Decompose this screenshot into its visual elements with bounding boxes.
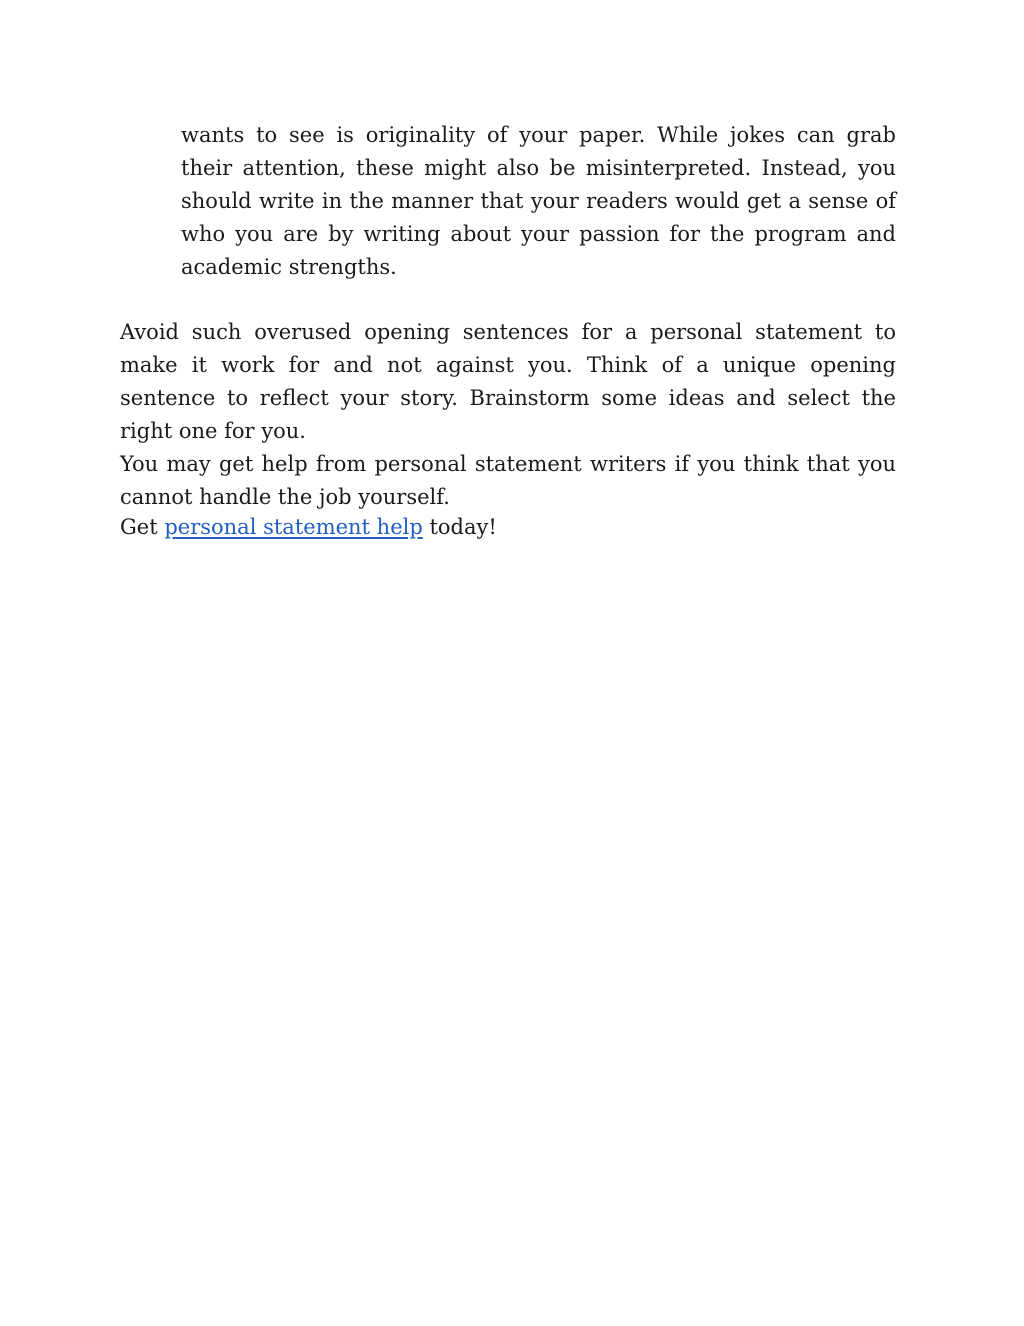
personal-statement-help-link[interactable]: personal statement help <box>164 515 423 539</box>
body-text-block <box>120 316 896 514</box>
cta-prefix: Get <box>120 515 165 539</box>
indented-paragraph: wants to see is originality of your paper. While jokes can grab their attention, these might also be misinterpreted. Instead, you should write in the manner that your readers would get a sense of who you are by writing about your passion for the program and academic strengths. <box>181 123 896 279</box>
cta-suffix: today! <box>422 515 497 539</box>
paragraph-writers-help: You may get help from personal statement writers if you think that you cannot handle the job yourself. <box>120 452 896 509</box>
call-to-action <box>120 511 896 544</box>
paragraph-opening-sentences: Avoid such overused opening sentences for a personal statement to make it work for and not against you. Think of a unique opening sentence to reflect your story. Brainstorm some ideas and select the right one for you. <box>120 320 896 443</box>
